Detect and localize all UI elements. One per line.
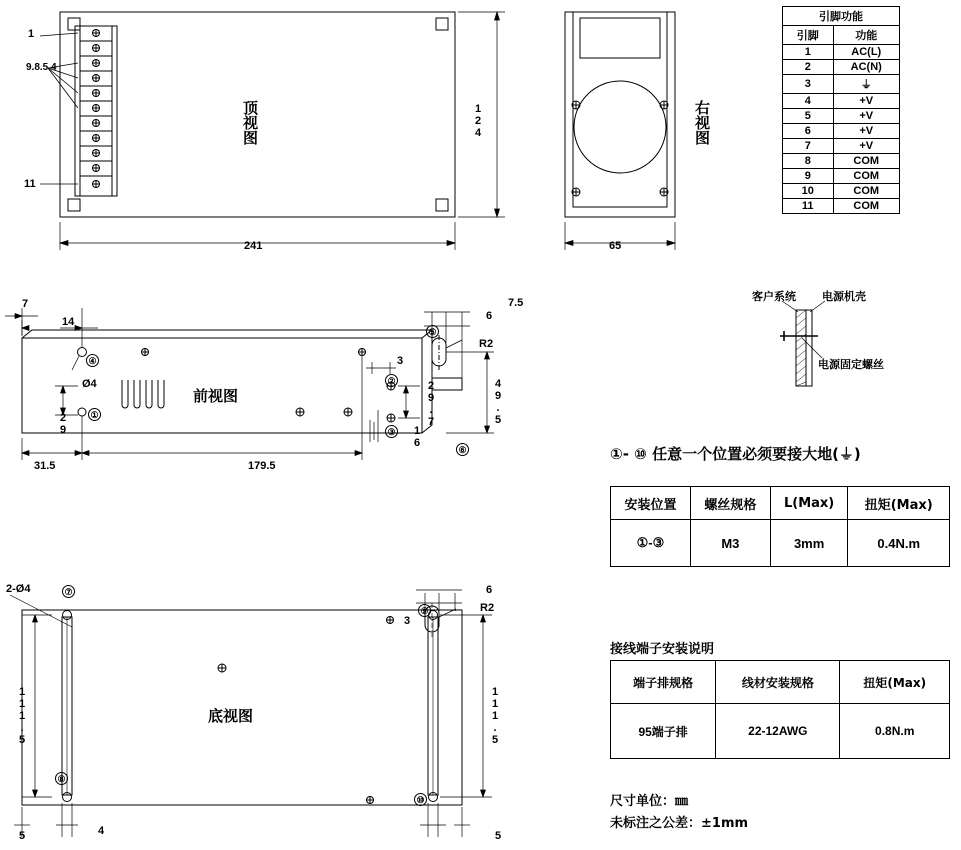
terminal-header-0: 端子排规格 [611, 661, 716, 704]
pin-table-title: 引脚功能 [783, 7, 900, 26]
pin-callout-group: 9.8.5.4 [26, 62, 57, 73]
dim-bottom-5-right: 5 [495, 830, 502, 842]
mount-header-3: 扭矩(Max) [848, 487, 950, 520]
pin-cell-4-1: +V [833, 109, 900, 124]
dim-front-49-5: 49.5 [492, 378, 504, 426]
pin-cell-0-1: AC(L) [833, 45, 900, 60]
mount-cell-0-0: ①-③ [611, 520, 691, 567]
marker-3: ③ [385, 425, 398, 438]
marker-10: ⑩ [414, 793, 427, 806]
dim-front-31-5: 31.5 [34, 460, 56, 472]
pin-table-row [783, 109, 900, 124]
dim-height-124: 124 [472, 103, 484, 139]
dim-front-179-5: 179.5 [248, 460, 276, 472]
dim-bottom-4: 4 [98, 825, 105, 837]
pin-cell-9-0: 10 [783, 184, 834, 199]
mount-table-row [611, 520, 950, 567]
terminal-table-header-row [611, 661, 950, 704]
pin-cell-2-1: ⏚ [833, 75, 900, 94]
pin-cell-4-0: 5 [783, 109, 834, 124]
pin-table-row [783, 75, 900, 94]
dim-front-3: 3 [397, 355, 404, 367]
front-view-label: 前视图 [193, 387, 239, 405]
bottom-view-drawing [0, 575, 540, 850]
note-unit: 尺寸单位：㎜ [610, 794, 689, 809]
pin-cell-3-0: 4 [783, 94, 834, 109]
dim-right-width: 65 [609, 240, 622, 252]
dim-bottom-5-left: 5 [19, 830, 26, 842]
pin-callout-1: 1 [28, 28, 35, 40]
marker-4: ④ [86, 354, 99, 367]
label-customer-system: 客户系统 [752, 290, 796, 303]
pin-cell-6-1: +V [833, 139, 900, 154]
dim-front-29-7: 29.7 [425, 380, 437, 428]
dim-front-14: 14 [62, 316, 75, 328]
mount-cell-0-3: 0.4N.m [848, 520, 950, 567]
terminal-cell-0-0: 95端子排 [611, 704, 716, 759]
pin-table-body [783, 45, 900, 214]
mount-table-body [611, 520, 950, 567]
mount-header-0: 安装位置 [611, 487, 691, 520]
terminal-header-1: 线材安装规格 [716, 661, 840, 704]
pin-table-header-0: 引脚 [783, 26, 834, 45]
dim-bottom-3: 3 [404, 615, 411, 627]
dim-front-r2: R2 [479, 338, 494, 350]
dim-bottom-6: 6 [486, 584, 493, 596]
terminal-cell-0-1: 22-12AWG [716, 704, 840, 759]
terminal-table-body [611, 704, 950, 759]
marker-6: ⑥ [456, 443, 469, 456]
pin-callout-11: 11 [24, 178, 36, 190]
pin-cell-7-1: COM [833, 154, 900, 169]
pin-cell-8-1: COM [833, 169, 900, 184]
pin-table-row [783, 60, 900, 75]
screw-mount-diagram [740, 298, 940, 408]
pin-table-header-1: 功能 [833, 26, 900, 45]
marker-8: ⑧ [55, 772, 68, 785]
pin-table-row [783, 184, 900, 199]
pin-table-row [783, 94, 900, 109]
top-view-label: 顶视图 [241, 100, 259, 145]
pin-table-row [783, 199, 900, 214]
dim-bottom-2d4: 2-Ø4 [6, 583, 31, 595]
dim-bottom-111-5-right: 111.5 [489, 686, 501, 746]
dim-front-7: 7 [22, 298, 29, 310]
dim-front-6: 6 [486, 310, 493, 322]
terminal-header-2: 扭矩(Max) [840, 661, 950, 704]
pin-cell-9-1: COM [833, 184, 900, 199]
pin-table-row [783, 154, 900, 169]
mount-spec-table [610, 486, 950, 567]
terminal-spec-table [610, 660, 950, 759]
mount-cell-0-1: M3 [690, 520, 770, 567]
pin-table-row [783, 124, 900, 139]
marker-9: ⑨ [418, 604, 431, 617]
pin-cell-2-0: 3 [783, 75, 834, 94]
pin-cell-1-1: AC(N) [833, 60, 900, 75]
pin-cell-7-0: 8 [783, 154, 834, 169]
bottom-view-label: 底视图 [208, 707, 254, 725]
right-view-label: 右视图 [693, 100, 711, 145]
mount-header-2: L(Max) [770, 487, 848, 520]
label-power-case: 电源机壳 [822, 290, 866, 303]
terminal-table-row [611, 704, 950, 759]
top-view-drawing [0, 0, 530, 265]
pin-cell-6-0: 7 [783, 139, 834, 154]
mount-header-1: 螺丝规格 [690, 487, 770, 520]
pin-cell-5-0: 6 [783, 124, 834, 139]
marker-1: ① [88, 408, 101, 421]
ground-note: ①- ⑩ 任意一个位置必须要接大地(⏚) [610, 445, 861, 463]
pin-cell-10-0: 11 [783, 199, 834, 214]
pin-cell-1-0: 2 [783, 60, 834, 75]
pin-cell-3-1: +V [833, 94, 900, 109]
dim-front-7-5: 7.5 [508, 297, 524, 309]
pin-table-row [783, 169, 900, 184]
terminal-section-title: 接线端子安装说明 [610, 642, 715, 657]
label-fixing-screw: 电源固定螺丝 [818, 358, 884, 371]
pin-function-table [782, 6, 900, 214]
dim-front-d4: Ø4 [82, 378, 97, 390]
pin-table-row [783, 139, 900, 154]
pin-cell-10-1: COM [833, 199, 900, 214]
pin-cell-0-0: 1 [783, 45, 834, 60]
note-tolerance: 未标注之公差：±1mm [610, 816, 749, 831]
terminal-cell-0-2: 0.8N.m [840, 704, 950, 759]
dim-front-16: 16 [411, 425, 423, 449]
dim-front-29: 29 [57, 412, 69, 436]
marker-7: ⑦ [62, 585, 75, 598]
marker-2: ② [385, 374, 398, 387]
dim-top-width: 241 [244, 240, 263, 252]
pin-cell-8-0: 9 [783, 169, 834, 184]
dim-bottom-111-5-left: 111.5 [16, 686, 28, 746]
marker-5: ⑤ [426, 325, 439, 338]
dim-bottom-r2: R2 [480, 602, 495, 614]
mount-cell-0-2: 3mm [770, 520, 848, 567]
pin-cell-5-1: +V [833, 124, 900, 139]
pin-table-row [783, 45, 900, 60]
mount-table-header-row [611, 487, 950, 520]
